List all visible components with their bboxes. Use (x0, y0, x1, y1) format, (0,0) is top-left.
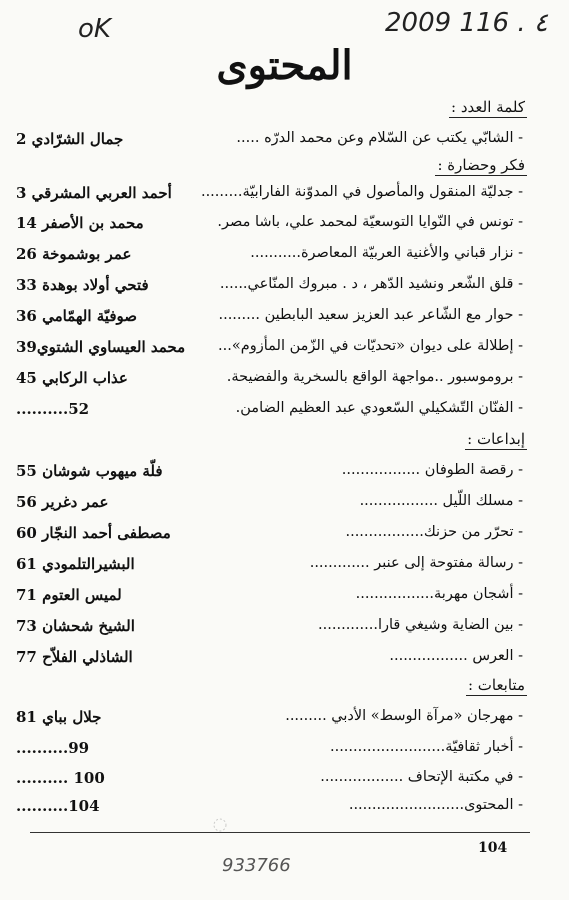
entry-title: - تحرّر من حزنك................. (345, 524, 523, 540)
entry-title: - أخبار ثقافيّة......................... (329, 739, 523, 755)
section-heading-thought: فكر وحضارة : (437, 156, 525, 174)
entry-author-page: 104.......... (16, 797, 100, 815)
toc-entry (16, 648, 523, 676)
toc-entry (16, 797, 523, 825)
toc-entry (16, 586, 523, 614)
entry-title: - في مكتبة الإتحاف .................. (320, 769, 523, 785)
entry-author-page: جلال بباي 81 (16, 708, 102, 726)
handwritten-ok: oK (78, 14, 111, 44)
handwritten-date: 2009 116 . ٤ (385, 8, 548, 38)
stamp-smudge-icon (210, 815, 230, 835)
entry-author-page: محمد بن الأصفر 14 (16, 214, 144, 232)
toc-entry (16, 400, 523, 428)
toc-entry (16, 708, 523, 736)
toc-entry (16, 524, 523, 552)
entry-title: - إطلالة على ديوان «تحديّات في الزّمن المأزوم»... (218, 338, 523, 354)
entry-author-page: مصطفى أحمد النجّار 60 (16, 524, 171, 542)
entry-author-page: لميس العتوم 71 (16, 586, 122, 604)
section-heading-issue-word: كلمة العدد : (451, 98, 525, 116)
entry-author-page: عذاب الركابي 45 (16, 369, 128, 387)
footer-divider (30, 832, 530, 833)
entry-author-page: صوفيّة الهمّامي 36 (16, 307, 137, 325)
entry-title: - تونس في النّوايا التوسعيّة لمحمد علي، باشا مصر. (217, 214, 523, 230)
entry-author-page: الشاذلي الفلاّح 77 (16, 648, 133, 666)
handwritten-number: 933766 (222, 855, 291, 876)
entry-title: - رسالة مفتوحة إلى عنبر ............. (309, 555, 523, 571)
page-number: 104 (478, 840, 508, 856)
entry-title: - مسلك اللّيل ................. (359, 493, 523, 509)
entry-author-page: البشيرالتلمودي 61 (16, 555, 135, 573)
entry-author-page: 100 .......... (16, 769, 105, 787)
entry-title: - الشابّي يكتب عن السّلام وعن محمد الدرّه ..... (236, 130, 523, 146)
section-heading-creations: إبداعات : (467, 430, 525, 448)
entry-title: - رقصة الطوفان ................. (341, 462, 523, 478)
toc-entry (16, 214, 523, 242)
entry-author-page: 99.......... (16, 739, 90, 757)
entry-title: - حوار مع الشّاعر عبد العزيز سعيد البابطين ......... (218, 307, 523, 323)
entry-title: - نزار قباني والأغنية العربيّة المعاصرة........... (250, 245, 523, 261)
toc-entry (16, 493, 523, 521)
entry-author-page: فلّة ميهوب شوشان 55 (16, 462, 163, 480)
entry-title: - قلق الشّعر ونشيد الدّهر ، د . مبروك المنّاعي...... (219, 276, 523, 292)
section-heading-followups: متابعات : (467, 676, 525, 694)
entry-author-page: 52.......... (16, 400, 90, 418)
toc-entry (16, 369, 523, 397)
toc-entry (16, 245, 523, 273)
entry-author-page: محمد العيساوي الشتوي39 (16, 338, 186, 356)
page-title: المحتوى (216, 42, 353, 89)
entry-title: - جدليّة المنقول والمأصول في المدوّنة الفارابيّة......... (200, 184, 523, 200)
toc-entry (16, 338, 523, 366)
toc-entry (16, 769, 523, 797)
entry-author-page: جمال الشرّادي 2 (16, 130, 124, 148)
entry-author-page: فتحي أولاد بوهدة 33 (16, 276, 149, 294)
entry-title: - مهرجان «مرآة الوسط» الأدبي ......... (285, 708, 523, 724)
entry-author-page: أحمد العربي المشرقي 3 (16, 184, 172, 202)
entry-author-page: عمر بوشموخة 26 (16, 245, 132, 263)
toc-entry (16, 739, 523, 767)
entry-author-page: عمر دغرير 56 (16, 493, 109, 511)
entry-title: - أشجان مهربة................. (355, 586, 523, 602)
toc-entry (16, 617, 523, 645)
toc-entry (16, 276, 523, 304)
entry-title: - الفنّان التّشكيلي السّعودي عبد العظيم الضامن. (235, 400, 523, 416)
entry-title: - المحتوى......................... (348, 797, 523, 813)
entry-author-page: الشيخ شحشان 73 (16, 617, 135, 635)
toc-entry (16, 184, 523, 212)
toc-entry (16, 307, 523, 335)
entry-title: - بروموسبور ..مواجهة الواقع بالسخرية والفضيحة. (226, 369, 523, 385)
entry-title: - بين الضاية وشيغي قارا............. (318, 617, 523, 633)
toc-entry (16, 130, 523, 158)
entry-title: - العرس ................. (389, 648, 523, 664)
toc-entry (16, 462, 523, 490)
toc-entry (16, 555, 523, 583)
